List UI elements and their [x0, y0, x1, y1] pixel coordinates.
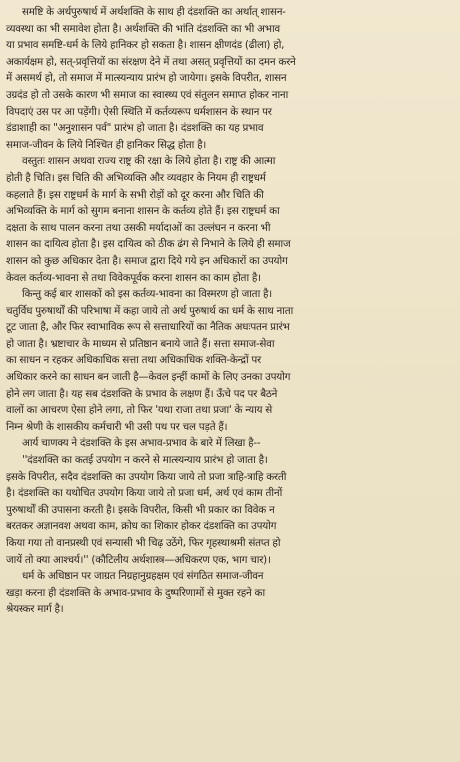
paragraph-kintu [6, 286, 455, 435]
text-line: केवल कर्तव्य-भावना से तथा विवेकपूर्वक करना शासन का काम होता है। [6, 271, 261, 284]
text-line: किन्तु कई बार शासकों को इस कर्तव्य-भावना का विस्मरण हो जाता है। [22, 288, 272, 301]
text-line: चतुर्विध पुरुषार्थों की परिभाषा में कहा जाये तो अर्थ पुरुषार्थ का धर्म के साथ नाता [6, 304, 294, 317]
text-line: होने लग जाता है। यह सब दंडशक्ति के प्रभाव के लक्षण हैं। ऊँचे पद पर बैठने [6, 387, 278, 400]
paragraph-chanakya-quote [6, 435, 455, 568]
text-line: ''दंडशक्ति का कतई उपयोग न करने से मात्स्यन्याय प्रारंभ हो जाता है। [22, 454, 268, 467]
text-line: दक्षता के साथ पालन करना तथा उसकी मर्यादाओं का उल्लंघन न करना भी [6, 221, 271, 234]
text-line: व्यवस्था का भी समावेश होता है। अर्थशक्ति की भांति दंडशक्ति का भी अभाव [6, 22, 280, 35]
text-line: अकार्यक्षम हो, सत्-प्रवृत्तियों का संरक्षण देने में तथा असत् प्रवृत्तियों का दमन करने [6, 55, 296, 68]
text-line: टूट जाता है, और फिर स्वाभाविक रूप से सत्ताधारियों का नैतिक अधःपतन प्रारंभ [6, 321, 290, 334]
text-line: होती है चिति। इस चिति की अभिव्यक्ति और व्यवहार के नियम ही राष्ट्रधर्म [6, 171, 266, 184]
text-line: श्रेयस्कर मार्ग है। [6, 603, 64, 616]
text-line: बरतकर अज्ञानवश अथवा काम, क्रोध का शिकार होकर दंडशक्ति का उपयोग [6, 520, 277, 533]
text-line: कहलाते हैं। इस राष्ट्रधर्म के मार्ग के सभी रोड़ों को दूर करना और चिति की [6, 188, 264, 201]
text-line: किया गया तो वानप्रस्थी एवं सन्यासी भी चिढ़ उठेंगे, फिर गृहस्थाश्रमी संतप्त हो [6, 537, 281, 549]
text-line: है। दंडशक्ति का यथोचित उपयोग किया जाये तो प्रजा धर्म, अर्थ एवं काम तीनों [6, 487, 283, 500]
paragraph-vastutah [6, 153, 455, 286]
text-line: समष्टि के अर्थपुरुषार्थ में अर्थशक्ति के साथ ही दंडशक्ति का अर्थात् शासन- [22, 6, 286, 18]
paragraph-samashti [6, 4, 455, 153]
text-line: आर्य चाणक्य ने दंडशक्ति के इस अभाव-प्रभाव के बारे में लिखा है-- [22, 437, 261, 450]
paragraph-dharma [6, 568, 455, 618]
text-line: पुरुषार्थों की उपासना करती है। इसके विपरीत, किसी भी प्रकार का विवेक न [6, 503, 275, 516]
text-line: अधिकार करने का साधन बन जाती है—केवल इन्हीं कामों के लिए उनका उपयोग [6, 371, 291, 384]
text-line: उग्रदंड हो तो उसके कारण भी समाज का स्वास्थ्य एवं संतुलन समाप्त होकर नाना [6, 88, 289, 101]
text-line: इसके विपरीत, सदैव दंडशक्ति का उपयोग किया जाये तो प्रजा त्राहि-त्राहि करती [6, 470, 287, 483]
text-line: डंडाशाही का "अनुशासन पर्व" प्रारंभ हो जाता है। दंडशक्ति का यह प्रभाव [6, 122, 264, 135]
text-line: धर्म के अधिष्ठान पर जाग्रत निग्रहानुग्रहक्षम एवं संगठित समाज-जीवन [22, 570, 264, 583]
text-line: वालों का आचरण ऐसा होने लगा, तो फिर 'यथा राजा तथा प्रजा' के न्याय से [6, 404, 273, 417]
text-line: समाज-जीवन के लिये निश्चित ही हानिकर सिद्ध होता है। [6, 138, 207, 151]
text-line: हो जाता है। भ्रष्टाचार के माध्यम से प्रतिष्ठान बनाये जाते हैं। सत्ता समाज-सेवा [6, 337, 275, 350]
text-line: का साधन न रहकर अधिकाधिक सत्ता तथा अधिकाधिक शक्ति-केन्द्रों पर [6, 354, 262, 367]
text-line: जायें तो क्या आश्चर्य।'' (कौटिलीय अर्थशास्त्र—अधिकरण एक, भाग चार)। [6, 553, 271, 566]
text-line: खड़ा करना ही दंडशक्ति के अभाव-प्रभाव के दुष्परिणामों से मुक्त रहने का [6, 586, 265, 599]
text-line: शासन का दायित्व होता है। इस दायित्व को ठीक ढंग से निभाने के लिये ही समाज [6, 238, 291, 251]
text-line: विपदाएं उस पर आ पड़ेंगी। ऐसी स्थिति में कर्तव्यरूप धर्मशासन के स्थान पर [6, 105, 272, 118]
text-line: वस्तुतः शासन अथवा राज्य राष्ट्र की रक्षा के लिये होता है। राष्ट्र की आत्मा [22, 155, 276, 168]
text-line: शासन को कुछ अधिकार देता है। समाज द्वारा दिये गये इन अधिकारों का उपयोग [6, 254, 288, 267]
text-line: अभिव्यक्ति के मार्ग को सुगम बनाना शासन के कर्तव्य होते हैं। इस राष्ट्रधर्म का [6, 205, 280, 218]
text-line: निम्न श्रेणी के शासकीय कर्मचारी भी उसी पथ पर चल पड़ते हैं। [6, 420, 228, 433]
text-line: में असमर्थ हो, तो समाज में मात्स्यन्याय प्रारंभ हो जायेगा। इसके विपरीत, शासन [6, 72, 287, 85]
text-line: या प्रभाव समष्टि-धर्म के लिये हानिकर हो सकता है। शासन क्षीणदंड (ढीला) हो, [6, 39, 285, 52]
